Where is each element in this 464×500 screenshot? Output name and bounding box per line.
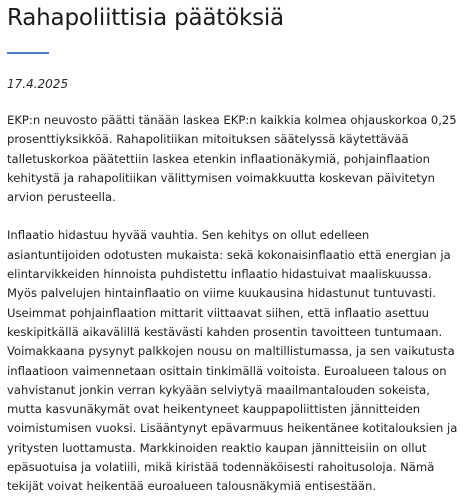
title-underline-accent — [7, 52, 49, 54]
page-title: Rahapoliittisia päätöksiä — [7, 5, 284, 31]
article-paragraph-1: EKP:n neuvosto päätti tänään laskea EKP:n kaikkia kolmea ohjauskorkoa 0,25 prosenttiyksikköä. Rahapolitiikan mitoituksen säätelyssä käytettävää talletuskorkoa päätettiin laskea etenkin inflaationäkymiä, pohjainflaation kehitystä ja rahapolitiikan välittymisen voimakkuutta koskevan päivitetyn arvion perusteella. — [7, 113, 457, 205]
article-paragraph-2: Inflaatio hidastuu hyvää vauhtia. Sen kehitys on ollut edelleen asiantuntijoiden odotusten mukaista: sekä kokonaisinflaatio että energian ja elintarvikkeiden hinnoista puhdistettu inflaatio hidastuivat maaliskuussa. Myös palvelujen hintainflaatio on viime kuukausina hidastunut tuntuvasti. Useimmat pohjainflaation mittarit viittaavat siihen, että inflaatio asettuu keskipitkällä aikavälillä kestävästi kahden prosentin tavoitteen tuntumaan. Voimakkaana pysynyt palkkojen nousu on maltillistumassa, ja sen vaikutusta inflaatioon vaimennetaan osittain tinkimällä voitoista. Euroalueen talous on vahvistanut jonkin verran kykyään selviytyä maailmantalouden sokeista, mutta kasvunäkymät ovat heikentyneet kauppapoliittisten jännitteiden voimistumisen vuoksi. Lisääntynyt epävarmuus heikentänee kotitalouksien ja yritysten luottamusta. Markkinoiden reaktio kaupan jännitteisiin on ollut epäsuotuisa ja volatiili, mikä kiristää todennäköisesti rahoitusoloja. Nämä tekijät voivat heikentää euroalueen talousnäkymiä entisestään. — [7, 228, 458, 494]
publish-date: 17.4.2025 — [7, 77, 69, 91]
